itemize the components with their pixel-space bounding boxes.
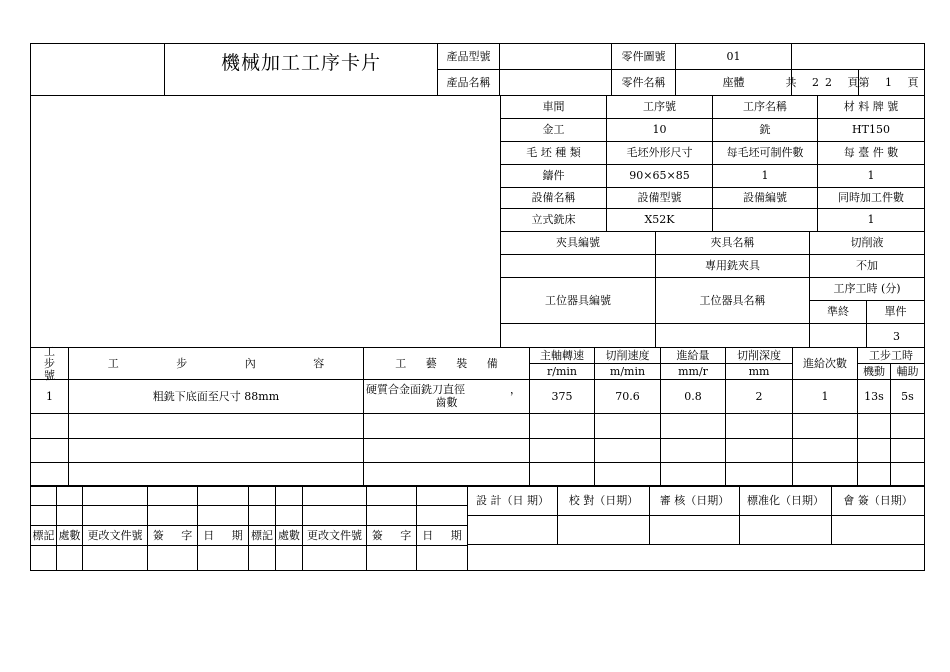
page-number: 第 1 頁 — [858, 69, 925, 96]
step-spindle[interactable]: 375 — [529, 379, 595, 414]
empty-step-cell[interactable] — [725, 413, 793, 439]
step-depth[interactable]: 2 — [725, 379, 793, 414]
empty-step-cell[interactable] — [30, 462, 69, 487]
col-step-no: 工步號 — [30, 347, 69, 380]
workshop-label: 車間 — [500, 95, 607, 119]
date-label: 日 期 — [197, 525, 249, 546]
equip-model-value[interactable]: X52K — [606, 208, 713, 232]
process-time-label: 工序工時 (分) — [809, 277, 925, 301]
unit-label: 單件 — [866, 300, 925, 324]
part-drawing-no-label: 零件圖號 — [611, 43, 676, 70]
empty-step-cell[interactable] — [68, 413, 364, 439]
empty-step-cell[interactable] — [529, 462, 595, 487]
blank-type-label: 毛 坯 種 類 — [500, 141, 607, 165]
empty-step-cell[interactable] — [660, 438, 726, 463]
mark-label-2: 標記 — [248, 525, 276, 546]
col-depth-unit: mm — [725, 363, 793, 380]
unit-value[interactable]: 3 — [866, 323, 925, 348]
empty-step-cell[interactable] — [890, 413, 925, 439]
material-label: 材 料 牌 號 — [817, 95, 925, 119]
per-blank-label: 每毛坯可制件數 — [712, 141, 818, 165]
fixture-name-value[interactable]: 專用銑夾具 — [655, 254, 810, 278]
change-record-cell[interactable] — [302, 545, 367, 571]
change-record-cell[interactable] — [302, 485, 367, 506]
countersign-date-label: 會 簽（日期） — [831, 485, 925, 516]
empty-step-cell[interactable] — [660, 462, 726, 487]
change-record-cell[interactable] — [30, 505, 57, 526]
change-record-cell[interactable] — [275, 485, 303, 506]
logo-cell — [30, 43, 165, 96]
part-name-value[interactable]: 座體 — [675, 69, 792, 96]
product-model-value[interactable] — [499, 43, 612, 70]
process-sketch-area — [30, 95, 501, 348]
fixture-no-value[interactable] — [500, 254, 656, 278]
change-record-cell[interactable] — [248, 505, 276, 526]
station-tool-no-value[interactable] — [500, 323, 656, 348]
station-tool-no-label: 工位器具編號 — [500, 277, 656, 324]
step-equipment-line2: 齒數 — [435, 396, 458, 409]
proofread-date-label: 校 對（日期） — [557, 485, 650, 516]
footer-bottom-right — [467, 544, 925, 571]
col-passes: 進給次數 — [792, 347, 858, 380]
signature-label-2: 簽 字 — [366, 525, 417, 546]
change-record-cell[interactable] — [147, 505, 198, 526]
change-record-cell[interactable] — [30, 485, 57, 506]
change-record-cell[interactable] — [56, 505, 83, 526]
change-record-cell[interactable] — [275, 505, 303, 526]
empty-step-cell[interactable] — [529, 438, 595, 463]
coolant-label: 切削液 — [809, 231, 925, 255]
standardize-date-value[interactable] — [739, 515, 832, 545]
empty-step-cell[interactable] — [890, 462, 925, 487]
signature-label: 簽 字 — [147, 525, 198, 546]
change-record-cell[interactable] — [416, 485, 468, 506]
change-record-cell[interactable] — [366, 485, 417, 506]
date-label-2: 日 期 — [416, 525, 468, 546]
empty-step-cell[interactable] — [68, 462, 364, 487]
col-spindle: 主軸轉速 — [529, 347, 595, 364]
step-feed[interactable]: 0.8 — [660, 379, 726, 414]
empty-step-cell[interactable] — [30, 413, 69, 439]
empty-step-cell[interactable] — [363, 438, 530, 463]
step-passes[interactable]: 1 — [792, 379, 858, 414]
simul-parts-label: 同時加工件數 — [817, 187, 925, 209]
col-step-time: 工步工時 — [857, 347, 925, 364]
empty-step-cell[interactable] — [30, 438, 69, 463]
change-record-cell[interactable] — [275, 545, 303, 571]
change-record-cell[interactable] — [197, 545, 249, 571]
step-aux-time[interactable]: 5s — [890, 379, 925, 414]
change-doc-no-label: 更改文件號 — [82, 525, 148, 546]
process-name-value[interactable]: 銑 — [712, 118, 818, 142]
proofread-date-value[interactable] — [557, 515, 650, 545]
empty-step-cell[interactable] — [725, 438, 793, 463]
process-no-value[interactable]: 10 — [606, 118, 713, 142]
card-title: 機械加工工序卡片 — [164, 43, 438, 96]
per-unit-label: 每 臺 件 數 — [817, 141, 925, 165]
empty-step-cell[interactable] — [792, 462, 858, 487]
coolant-value[interactable]: 不加 — [809, 254, 925, 278]
product-model-label: 產品型號 — [437, 43, 500, 70]
process-name-label: 工序名稱 — [712, 95, 818, 119]
empty-step-cell[interactable] — [594, 438, 661, 463]
standardize-date-label: 標准化（日期） — [739, 485, 832, 516]
review-date-label: 審 核（日期） — [649, 485, 740, 516]
equip-name-value[interactable]: 立式銑床 — [500, 208, 607, 232]
material-value[interactable]: HT150 — [817, 118, 925, 142]
prep-label: 準終 — [809, 300, 867, 324]
per-unit-value[interactable]: 1 — [817, 164, 925, 188]
empty-step-cell[interactable] — [890, 438, 925, 463]
step-machine-time[interactable]: 13s — [857, 379, 891, 414]
change-record-cell[interactable] — [248, 485, 276, 506]
change-record-cell[interactable] — [82, 485, 148, 506]
empty-step-cell[interactable] — [363, 462, 530, 487]
equip-name-label: 設備名稱 — [500, 187, 607, 209]
fixture-name-label: 夾具名稱 — [655, 231, 810, 255]
design-date-label: 設 計（日 期） — [467, 485, 558, 516]
step-speed[interactable]: 70.6 — [594, 379, 661, 414]
col-equipment — [363, 347, 530, 380]
empty-step-cell[interactable] — [857, 413, 891, 439]
equip-no-value[interactable] — [712, 208, 818, 232]
change-record-cell[interactable] — [416, 505, 468, 526]
step-equipment-comma: ， — [510, 383, 521, 396]
change-record-cell[interactable] — [147, 545, 198, 571]
col-content — [68, 347, 364, 380]
process-no-label: 工序號 — [606, 95, 713, 119]
part-drawing-no-value[interactable]: 01 — [675, 43, 792, 70]
step-content[interactable]: 粗銑下底面至尺寸 88mm — [68, 379, 364, 414]
col-equipment-label: 工 藝 裝 備 — [395, 356, 498, 370]
change-record-cell[interactable] — [82, 505, 148, 526]
change-record-cell[interactable] — [30, 545, 57, 571]
equip-model-label: 設備型號 — [606, 187, 713, 209]
empty-step-cell[interactable] — [594, 413, 661, 439]
step-no[interactable]: 1 — [30, 379, 69, 414]
empty-step-cell[interactable] — [857, 462, 891, 487]
col-content-label: 工 步 內 容 — [107, 356, 325, 370]
header-blank — [791, 43, 925, 70]
countersign-date-value[interactable] — [831, 515, 925, 545]
mark-label: 標記 — [30, 525, 57, 546]
per-blank-value[interactable]: 1 — [712, 164, 818, 188]
change-record-cell[interactable] — [56, 485, 83, 506]
blank-size-value[interactable]: 90×65×85 — [606, 164, 713, 188]
empty-step-cell[interactable] — [857, 438, 891, 463]
equip-no-label: 設備編號 — [712, 187, 818, 209]
col-aux: 輔助 — [890, 363, 925, 380]
change-record-cell[interactable] — [197, 485, 249, 506]
empty-step-cell[interactable] — [792, 438, 858, 463]
change-record-cell[interactable] — [56, 545, 83, 571]
change-record-cell[interactable] — [416, 545, 468, 571]
empty-step-cell[interactable] — [594, 462, 661, 487]
change-record-cell[interactable] — [302, 505, 367, 526]
empty-step-cell[interactable] — [529, 413, 595, 439]
change-record-cell[interactable] — [366, 545, 417, 571]
workshop-value[interactable]: 金工 — [500, 118, 607, 142]
station-tool-name-value[interactable] — [655, 323, 810, 348]
part-name-label: 零件名稱 — [611, 69, 676, 96]
simul-parts-value[interactable]: 1 — [817, 208, 925, 232]
empty-step-cell[interactable] — [363, 413, 530, 439]
empty-step-cell[interactable] — [792, 413, 858, 439]
col-machine: 機動 — [857, 363, 891, 380]
total-pages: 共 22 頁 — [791, 69, 859, 96]
change-record-cell[interactable] — [197, 505, 249, 526]
station-tool-name-label: 工位器具名稱 — [655, 277, 810, 324]
col-speed-unit: m/min — [594, 363, 661, 380]
col-speed: 切削速度 — [594, 347, 661, 364]
change-record-cell[interactable] — [82, 545, 148, 571]
count-label-2: 處數 — [275, 525, 303, 546]
change-record-cell[interactable] — [366, 505, 417, 526]
empty-step-cell[interactable] — [660, 413, 726, 439]
empty-step-cell[interactable] — [68, 438, 364, 463]
col-spindle-unit: r/min — [529, 363, 595, 380]
col-feed: 進給量 — [660, 347, 726, 364]
step-equipment[interactable] — [363, 379, 530, 414]
prep-value[interactable] — [809, 323, 867, 348]
fixture-no-label: 夾具編號 — [500, 231, 656, 255]
col-depth: 切削深度 — [725, 347, 793, 364]
change-doc-no-label-2: 更改文件號 — [302, 525, 367, 546]
step-equipment-line1: 硬質合金面銑刀直徑 — [366, 383, 465, 396]
design-date-value[interactable] — [467, 515, 558, 545]
change-record-cell[interactable] — [147, 485, 198, 506]
product-name-label: 產品名稱 — [437, 69, 500, 96]
count-label: 處數 — [56, 525, 83, 546]
blank-type-value[interactable]: 鑄件 — [500, 164, 607, 188]
change-record-cell[interactable] — [248, 545, 276, 571]
col-feed-unit: mm/r — [660, 363, 726, 380]
empty-step-cell[interactable] — [725, 462, 793, 487]
blank-size-label: 毛坯外形尺寸 — [606, 141, 713, 165]
review-date-value[interactable] — [649, 515, 740, 545]
product-name-value[interactable] — [499, 69, 612, 96]
